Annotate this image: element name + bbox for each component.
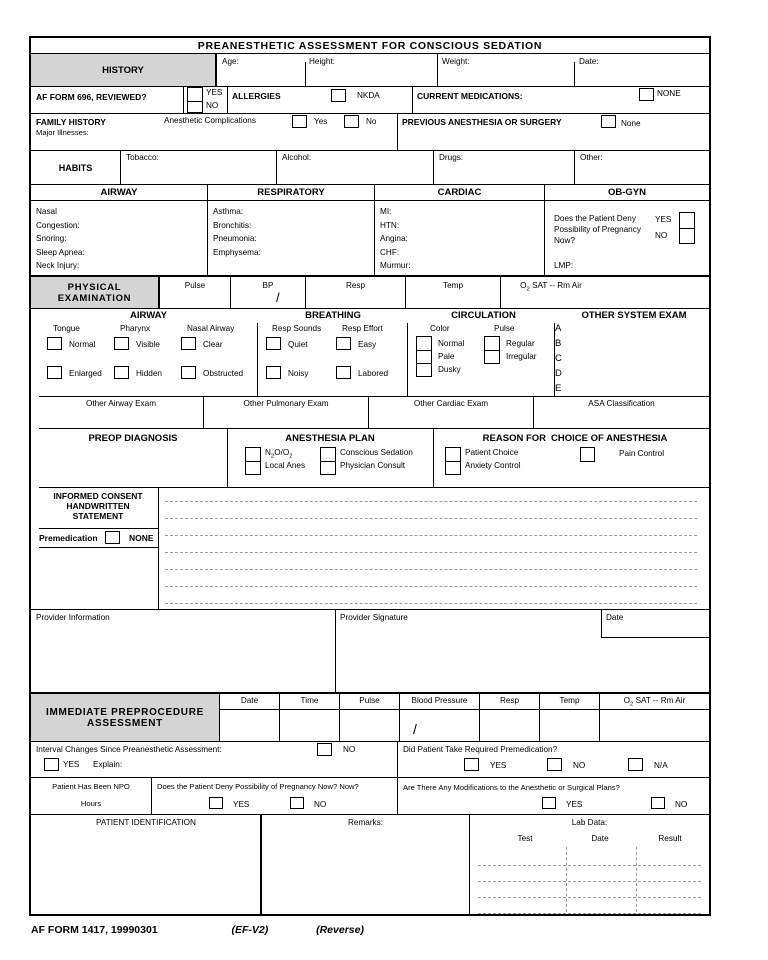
immediate-col-header-3 (400, 694, 480, 710)
asa-classification-cell[interactable] (534, 399, 709, 408)
respiratory-heading: RESPIRATORY (257, 187, 325, 198)
age-divider (216, 54, 217, 86)
consent-heading-line1: INFORMED CONSENT (53, 491, 143, 501)
exam-airway-top-checkbox-1[interactable] (114, 337, 129, 350)
premed-yes-label: YES (490, 761, 507, 770)
pregnancy-yes-checkbox[interactable] (680, 213, 694, 228)
immediate-col-header-0 (220, 694, 280, 710)
immediate-pregnancy-question: Does the Patient Deny Possibility of Pregnancy Now? Now? (157, 782, 359, 791)
af696-label: AF FORM 696, REVIEWED? (36, 92, 147, 102)
preop-diagnosis-heading: PREOP DIAGNOSIS (88, 433, 178, 444)
respiratory-item-0: Asthma: (213, 207, 244, 216)
color-normal-checkbox[interactable] (417, 337, 431, 350)
premed-yes-checkbox[interactable] (464, 758, 479, 771)
immediate-col-header-1 (280, 694, 340, 710)
vitals-col-3[interactable] (406, 277, 501, 308)
vitals-label-4: $O_2$ SAT -- Rm Air (520, 281, 582, 293)
lab-row-line-1 (478, 881, 701, 882)
af696-divider (227, 87, 228, 113)
conscious-sedation-checkbox[interactable] (321, 448, 335, 461)
habits-drugs-label: Drugs: (439, 153, 464, 162)
family-history-row (31, 114, 709, 151)
airway-items-cell (31, 201, 208, 276)
premed-na-checkbox[interactable] (628, 758, 643, 771)
conscious-sedation-label: Conscious Sedation (340, 448, 413, 457)
vitals-label-0: Pulse (184, 281, 206, 290)
modifications-yes-checkbox[interactable] (542, 797, 556, 809)
immediate-bp-slash: / (413, 721, 417, 737)
pregnancy-modifications-divider (397, 778, 398, 814)
cardiac-item-1: HTN: (380, 220, 400, 230)
color-dusky-checkbox[interactable] (417, 363, 431, 376)
exam-airway-group (39, 323, 258, 396)
other-cardiac-exam-label: Other Cardiac Exam (413, 399, 489, 408)
exam-airway-top-checkbox-0[interactable] (47, 337, 62, 350)
vitals-label-1: BP (262, 281, 274, 290)
anesthesia-right-checkbox-stack[interactable] (320, 447, 336, 475)
exam-breathing-group (258, 323, 408, 396)
modifications-question: Are There Any Modifications to the Anesthetic or Surgical Plans? (403, 783, 620, 792)
weight-field[interactable] (442, 57, 470, 66)
immediate-col-cell-1[interactable] (280, 710, 340, 741)
airway-items-list (31, 201, 207, 273)
af696-no-label: NO (206, 101, 219, 110)
immediate-col-cell-4[interactable] (480, 710, 540, 741)
local-anes-label: Local Anes (265, 461, 306, 470)
lab-column-header-0: Test (517, 834, 533, 843)
anesthesia-left-checkbox-stack[interactable] (245, 447, 261, 475)
history-heading: HISTORY (102, 64, 144, 76)
patient-identification-heading: PATIENT IDENTIFICATION (96, 818, 196, 827)
af696-yes-label: YES (206, 88, 223, 97)
immediate-pregnancy-yes-label: YES (233, 800, 250, 809)
remarks-cell[interactable] (262, 815, 470, 915)
circulation-pulse-label: Pulse (494, 324, 515, 333)
date-label: Date: (579, 57, 599, 66)
circulation-color-label: Color (430, 324, 450, 333)
lab-row-line-2 (478, 897, 701, 898)
habits-tobacco-cell[interactable] (121, 151, 277, 184)
cardiac-heading: CARDIAC (437, 187, 482, 198)
remarks-label: Remarks: (347, 818, 384, 827)
premed-no-label: NO (573, 761, 586, 770)
premed-no-checkbox[interactable] (547, 758, 562, 771)
exam-airway-heading: AIRWAY (130, 310, 167, 321)
npo-label-line1: Patient Has Been NPO (52, 782, 130, 791)
consent-writing-line-0 (165, 501, 697, 502)
consent-heading-cell (39, 491, 157, 521)
exam-airway-bottom-checkbox-1[interactable] (114, 366, 129, 379)
modifications-no-checkbox[interactable] (651, 797, 665, 809)
exam-other-system-group (555, 323, 709, 405)
family-history-divider (397, 114, 398, 150)
reason-heading (433, 432, 717, 445)
n2o-o2-checkbox[interactable] (246, 448, 260, 461)
meds-none-checkbox[interactable] (639, 88, 654, 101)
other-system-row-c[interactable]: C (555, 353, 562, 364)
consent-writing-line-4 (165, 569, 697, 570)
exam-circulation-group (408, 323, 555, 396)
modifications-yes-label: YES (566, 800, 583, 809)
anesthetic-complications-yes-checkbox[interactable] (292, 115, 307, 128)
immediate-col-cell-3[interactable] (400, 710, 480, 741)
anesthetic-complications-label: Anesthetic Complications (164, 116, 256, 125)
lab-data-cell (470, 815, 709, 915)
airway-heading: AIRWAY (100, 187, 138, 198)
premedication-label: Premedication (39, 533, 98, 543)
lmp-label[interactable]: LMP: (554, 261, 574, 270)
obgyn-heading: OB-GYN (608, 187, 646, 198)
exam-breathing-heading: BREATHING (305, 310, 361, 321)
nkda-label: NKDA (357, 91, 380, 100)
habits-row (31, 151, 709, 185)
cardiac-item-3: CHF: (380, 247, 400, 257)
pregnancy-no-checkbox[interactable] (680, 228, 694, 243)
age-label: Age: (222, 57, 239, 66)
anxiety-control-label: Anxiety Control (465, 461, 521, 470)
exam-other-system-heading: OTHER SYSTEM EXAM (581, 310, 687, 321)
habits-heading: HABITS (58, 162, 93, 173)
af696-no-checkbox[interactable] (188, 101, 202, 114)
meds-none-label: NONE (657, 89, 681, 98)
exam-airway-bottom-label-0: Enlarged (69, 369, 102, 378)
respiratory-items-list (208, 201, 374, 259)
provider-information-label: Provider Information (36, 613, 110, 622)
exam-airway-bottom-checkbox-2[interactable] (181, 366, 196, 379)
color-option-1: Pale (438, 352, 455, 361)
previous-anesthesia-label: PREVIOUS ANESTHESIA OR SURGERY (402, 117, 562, 127)
cardiac-item-2: Angina: (380, 234, 408, 244)
exam-airway-top-label-2: Clear (203, 340, 223, 349)
immediate-col-cell-2[interactable] (340, 710, 400, 741)
circulation-color-checkbox-stack[interactable] (416, 336, 432, 377)
footer-reverse: (Reverse) (316, 924, 364, 936)
color-pale-checkbox[interactable] (417, 350, 431, 363)
systems-body-row (31, 201, 709, 277)
family-history-heading: FAMILY HISTORY (36, 117, 106, 127)
consent-writing-line-5 (165, 586, 697, 587)
provider-divider-1 (335, 610, 336, 693)
other-system-row-d[interactable]: D (555, 368, 562, 379)
af-form-1417 (29, 36, 711, 916)
airway-item-1: Congestion: (36, 220, 80, 230)
previous-anesthesia-none-checkbox[interactable] (601, 115, 616, 128)
cardiac-item-4: Murmur: (380, 261, 411, 271)
exam-airway-bottom-label-1: Hidden (136, 369, 162, 378)
vitals-col-0[interactable] (160, 277, 231, 308)
habits-other-label: Other: (580, 153, 603, 162)
respiratory-item-3: Emphysema: (213, 247, 261, 257)
premedication-none-checkbox[interactable] (105, 531, 120, 544)
habits-heading-cell (31, 151, 121, 184)
exam-airway-top-label-0: Normal (69, 340, 96, 349)
interval-changes-row (31, 742, 709, 778)
pregnancy-question-label: Does the Patient Deny Possibility of Pregnancy Now? (554, 214, 641, 245)
consent-writing-line-1 (165, 518, 697, 519)
exam-breathing-header-0: Resp Sounds (272, 324, 322, 333)
consent-writing-line-3 (165, 552, 697, 553)
immediate-col-cell-5[interactable] (540, 710, 600, 741)
consent-left-divider (158, 488, 159, 609)
habits-alcohol-label: Alcohol: (282, 153, 312, 162)
height-field[interactable] (309, 57, 335, 66)
airway-item-2: Snoring: (36, 234, 67, 244)
reason-left-checkbox-stack[interactable] (445, 447, 461, 475)
reason-heading-bold: REASON FOR (482, 433, 547, 444)
pregnancy-no-label: NO (655, 231, 668, 240)
physical-exam-heading-line1: PHYSICAL (67, 281, 122, 293)
immediate-pregnancy-no-label: NO (314, 800, 327, 809)
immediate-col-header-5 (540, 694, 600, 710)
history-row (31, 54, 709, 87)
exam-breathing-top-label-1: Easy (358, 340, 377, 349)
immediate-col-header-2 (340, 694, 400, 710)
patient-identification-cell[interactable] (31, 815, 262, 915)
provider-date-label: Date (606, 613, 624, 622)
npo-divider (151, 778, 152, 814)
respiratory-item-2: Pneumonia: (213, 234, 257, 244)
circulation-pulse-checkbox-stack[interactable] (484, 336, 500, 364)
weight-label: Weight: (442, 57, 470, 66)
form-footer (31, 924, 364, 936)
lab-row-line-3 (478, 913, 701, 914)
vitals-col-4[interactable] (501, 277, 601, 308)
vitals-col-1[interactable] (231, 277, 306, 308)
obgyn-heading-cell (545, 185, 709, 200)
immediate-heading-line1: IMMEDIATE PREPROCEDURE (45, 706, 204, 718)
cardiac-item-0: MI: (380, 207, 392, 216)
n2o-o2-label: $N_2O/O_2$ (265, 448, 293, 460)
npo-pregnancy-row (31, 778, 709, 815)
allergies-row (31, 87, 709, 114)
exam-airway-top-checkbox-2[interactable] (181, 337, 196, 350)
habits-tobacco-label: Tobacco: (126, 153, 159, 162)
major-illnesses-label[interactable]: Major Illnesses: (36, 128, 89, 137)
premed-na-label: N/A (654, 761, 668, 770)
npo-label-line2[interactable]: Hours (80, 799, 102, 808)
anesthetic-complications-yes-label: Yes (314, 117, 328, 126)
immediate-col-cell-0[interactable] (220, 710, 280, 741)
allergies-divider (412, 87, 413, 113)
previous-anesthesia-none-label: None (621, 119, 641, 128)
lab-vertical-separator-1 (636, 847, 637, 912)
exam-circulation-heading: CIRCULATION (451, 310, 516, 321)
cardiac-items-list (375, 201, 544, 273)
consent-writing-line-2 (165, 535, 697, 536)
airway-item-0: Nasal (36, 207, 57, 216)
consent-heading-line2: HANDWRITTEN (66, 501, 130, 511)
immediate-heading-cell (31, 694, 220, 741)
anesthetic-complications-no-checkbox[interactable] (344, 115, 359, 128)
pulse-option-0: Regular (506, 339, 535, 348)
af696-checkbox-stack[interactable] (187, 87, 203, 113)
immediate-col-label-5: Temp (559, 696, 580, 705)
local-anes-checkbox[interactable] (246, 461, 260, 474)
lab-data-label: Lab Data: (571, 818, 608, 827)
anxiety-control-checkbox[interactable] (446, 461, 460, 474)
pregnancy-checkbox-stack[interactable] (679, 212, 695, 244)
af696-cell (31, 87, 184, 113)
obgyn-cell (545, 201, 709, 276)
pulse-irregular-checkbox[interactable] (485, 350, 499, 363)
immediate-col-label-1: Time (300, 696, 319, 705)
exam-breathing-bottom-label-0: Noisy (288, 369, 309, 378)
other-pulmonary-exam-cell[interactable] (204, 399, 368, 408)
exam-breathing-header-1: Resp Effort (342, 324, 383, 333)
height-divider (305, 62, 306, 86)
immediate-col-header-6 (600, 694, 709, 710)
other-system-row-a[interactable]: A (555, 323, 562, 334)
physical-exam-heading-line2: EXAMINATION (57, 292, 132, 304)
exam-airway-header-0: Tongue (53, 324, 80, 333)
provider-information-cell[interactable] (36, 613, 110, 622)
bp-slash: / (276, 290, 280, 305)
anesthetic-complications-no-label: No (366, 117, 377, 126)
consent-writing-line-6 (165, 603, 697, 604)
pulse-option-1: Irregular (506, 352, 537, 361)
exam-airway-header-2: Nasal Airway (187, 324, 235, 333)
exam-breathing-bottom-checkbox-1[interactable] (336, 366, 351, 379)
provider-signature-cell[interactable] (340, 613, 408, 622)
other-airway-exam-label: Other Airway Exam (85, 399, 157, 408)
color-option-0: Normal (438, 339, 465, 348)
immediate-col-label-2: Pulse (359, 696, 380, 705)
immediate-col-cell-6[interactable] (600, 710, 709, 741)
anesthesia-plan-heading: ANESTHESIA PLAN (285, 433, 375, 444)
weight-divider (437, 54, 438, 86)
vitals-col-2[interactable] (306, 277, 406, 308)
footer-ef-version: (EF-V2) (231, 924, 269, 936)
modifications-no-label: NO (675, 800, 688, 809)
habits-other-cell[interactable] (575, 151, 709, 184)
exam-breathing-top-checkbox-1[interactable] (336, 337, 351, 350)
interval-explain-label[interactable]: Explain: (93, 760, 123, 769)
other-system-row-b[interactable]: B (555, 338, 562, 349)
immediate-pregnancy-no-checkbox[interactable] (290, 797, 304, 809)
exam-airway-bottom-label-2: Obstructed (203, 369, 244, 378)
interval-premed-divider (397, 742, 398, 777)
exam-airway-header-1: Pharynx (120, 324, 151, 333)
other-airway-exam-cell[interactable] (39, 399, 203, 408)
exam-breathing-bottom-label-1: Labored (358, 369, 389, 378)
nkda-checkbox[interactable] (331, 89, 346, 102)
physical-exam-heading-cell (31, 277, 160, 308)
interval-yes-checkbox[interactable] (44, 758, 59, 771)
af696-yes-checkbox[interactable] (188, 88, 202, 101)
immediate-heading-line2: ASSESSMENT (87, 717, 163, 729)
cardiac-items-cell (375, 201, 545, 276)
form-title: PREANESTHETIC ASSESSMENT FOR CONSCIOUS SEDATION (197, 39, 543, 52)
provider-date-cell[interactable] (601, 610, 709, 638)
lab-vertical-separator-0 (566, 847, 567, 912)
exam-airway-bottom-checkbox-0[interactable] (47, 366, 62, 379)
respiratory-item-1: Bronchitis: (213, 220, 252, 230)
pulse-regular-checkbox[interactable] (485, 337, 499, 350)
premed-question-label: Did Patient Take Required Premedication? (403, 745, 558, 754)
exam-airway-top-label-1: Visible (136, 340, 160, 349)
immediate-assessment-row (31, 694, 709, 742)
lab-column-header-1: Date (591, 834, 609, 843)
habits-drugs-cell[interactable] (434, 151, 575, 184)
premedication-none-label: NONE (129, 533, 154, 543)
provider-row (31, 610, 709, 694)
lab-row-line-0 (478, 865, 701, 866)
immediate-col-label-3: Blood Pressure (411, 696, 468, 705)
other-cardiac-exam-cell[interactable] (369, 399, 533, 408)
consent-row (31, 488, 709, 610)
airway-item-4: Neck Injury: (36, 261, 80, 271)
vitals-label-3: Temp (442, 281, 464, 290)
airway-heading-cell (31, 185, 208, 200)
provider-signature-label: Provider Signature (340, 613, 408, 622)
allergies-label: ALLERGIES (232, 91, 281, 101)
physical-exam-vitals-row (31, 277, 709, 309)
lab-column-header-2: Result (658, 834, 682, 843)
color-option-2: Dusky (438, 365, 461, 374)
asa-classification-label: ASA Classification (588, 399, 655, 408)
immediate-col-label-0: Date (240, 696, 259, 705)
cardiac-heading-cell (375, 185, 545, 200)
airway-item-3: Sleep Apnea: (36, 247, 85, 257)
physician-consult-checkbox[interactable] (321, 461, 335, 474)
immediate-col-label-4: Resp (499, 696, 520, 705)
exam-breathing-top-checkbox-0[interactable] (266, 337, 281, 350)
other-system-row-e[interactable]: E (555, 383, 562, 394)
respiratory-items-cell (208, 201, 375, 276)
other-pulmonary-exam-label: Other Pulmonary Exam (243, 399, 329, 408)
plan-row (39, 428, 709, 488)
pain-control-checkbox[interactable] (580, 447, 595, 462)
date-divider (574, 62, 575, 86)
premedication-row (39, 528, 158, 548)
habits-alcohol-cell[interactable] (277, 151, 434, 184)
interval-yes-label: YES (63, 760, 80, 769)
interval-no-checkbox[interactable] (317, 743, 332, 756)
patient-choice-label: Patient Choice (465, 448, 519, 457)
systems-header-row (31, 185, 709, 201)
form-title-bar (31, 38, 709, 54)
respiratory-heading-cell (208, 185, 375, 200)
history-heading-cell (31, 54, 216, 86)
immediate-col-label-6: $O_2$ SAT -- Rm Air (623, 696, 686, 708)
physician-consult-label: Physician Consult (340, 461, 406, 470)
bottom-row (31, 815, 709, 916)
footer-form-id: AF FORM 1417, 19990301 (31, 924, 158, 936)
exam-breathing-bottom-checkbox-0[interactable] (266, 366, 281, 379)
date-field[interactable] (579, 57, 599, 66)
current-medications-label: CURRENT MEDICATIONS: (417, 91, 523, 101)
consent-heading-line3: STATEMENT (72, 511, 124, 521)
pain-control-label: Pain Control (619, 449, 665, 458)
immediate-col-header-4 (480, 694, 540, 710)
patient-choice-checkbox[interactable] (446, 448, 460, 461)
reason-heading-rest: CHOICE OF ANESTHESIA (551, 433, 668, 444)
age-field[interactable] (222, 57, 239, 66)
immediate-pregnancy-yes-checkbox[interactable] (209, 797, 223, 809)
interval-changes-label: Interval Changes Since Preanesthetic Assessment: (36, 745, 222, 754)
pregnancy-yes-label: YES (655, 215, 672, 224)
vitals-label-2: Resp (345, 281, 366, 290)
height-label: Height: (309, 57, 335, 66)
consent-writing-area[interactable] (165, 488, 703, 609)
interval-no-label: NO (343, 745, 356, 754)
exam-block-headers (31, 309, 709, 323)
exam-breathing-top-label-0: Quiet (288, 340, 308, 349)
